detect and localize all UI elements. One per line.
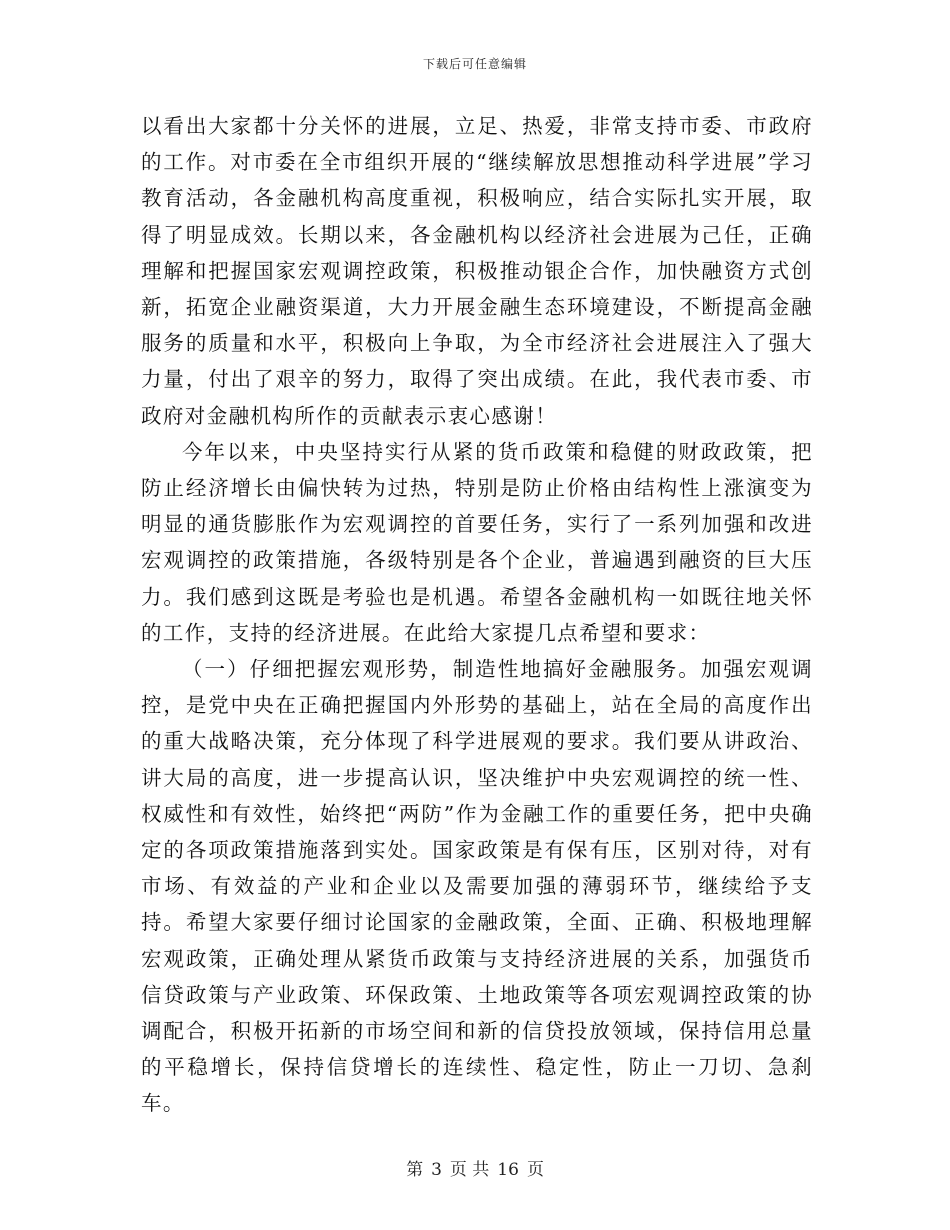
current-page-number: 3 (431, 1160, 442, 1180)
paragraph-1: 以看出大家都十分关怀的进展，立足、热爱，非常支持市委、市政府的工作。对市委在全市组织开展的“继续解放思想推动科学进展”学习教育活动，各金融机构高度重视，积极响应，结合实际扎实开展，取得了明显成效。长期以来，各金融机构以经济社会进展为己任，正确理解和把握国家宏观调控政策，积极推动银企合作，加快融资方式创新，拓宽企业融资渠道，大力开展金融生态环境建设，不断提高金融服务的质量和水平，积极向上争取，为全市经济社会进展注入了强大力量，付出了艰辛的努力，取得了突出成绩。在此，我代表市委、市政府对金融机构所作的贡献表示衷心感谢！ (141, 114, 813, 428)
document-body (141, 108, 813, 1122)
total-pages-number: 16 (497, 1160, 519, 1180)
paragraph-3: （一）仔细把握宏观形势，制造性地搞好金融服务。加强宏观调控，是党中央在正确把握国内外形势的基础上，站在全局的高度作出的重大战略决策，充分体现了科学进展观的要求。我们要从讲政治、讲大局的高度，进一步提高认识，坚决维护中央宏观调控的统一性、权威性和有效性，始终把“两防”作为金融工作的重要任务，把中央确定的各项政策措施落到实处。国家政策是有保有压，区别对待，对有市场、有效益的产业和企业以及需要加强的薄弱环节，继续给予支持。希望大家要仔细讨论国家的金融政策，全面、正确、积极地理解宏观政策，正确处理从紧货币政策与支持经济进展的关系，加强货币信贷政策与产业政策、环保政策、土地政策等各项宏观调控政策的协调配合，积极开拓新的市场空间和新的信贷投放领域，保持信用总量的平稳增长，保持信贷增长的连续性、稳定性，防止一刀切、急刹车。 (141, 657, 813, 1116)
footer-prefix: 第 (406, 1160, 424, 1180)
page-header-note: 下载后可任意编辑 (422, 57, 527, 71)
footer-suffix: 页 (526, 1160, 544, 1180)
paragraph-2: 今年以来，中央坚持实行从紧的货币政策和稳健的财政政策，把防止经济增长由偏快转为过热，特别是防止价格由结构性上涨演变为明显的通货膨胀作为宏观调控的首要任务，实行了一系列加强和改进宏观调控的政策措施，各级特别是各个企业，普遍遇到融资的巨大压力。我们感到这既是考验也是机遇。希望各金融机构一如既往地关怀的工作，支持的经济进展。在此给大家提几点希望和要求： (141, 439, 813, 645)
page-footer (0, 1155, 950, 1180)
footer-middle: 页 共 (449, 1160, 490, 1180)
